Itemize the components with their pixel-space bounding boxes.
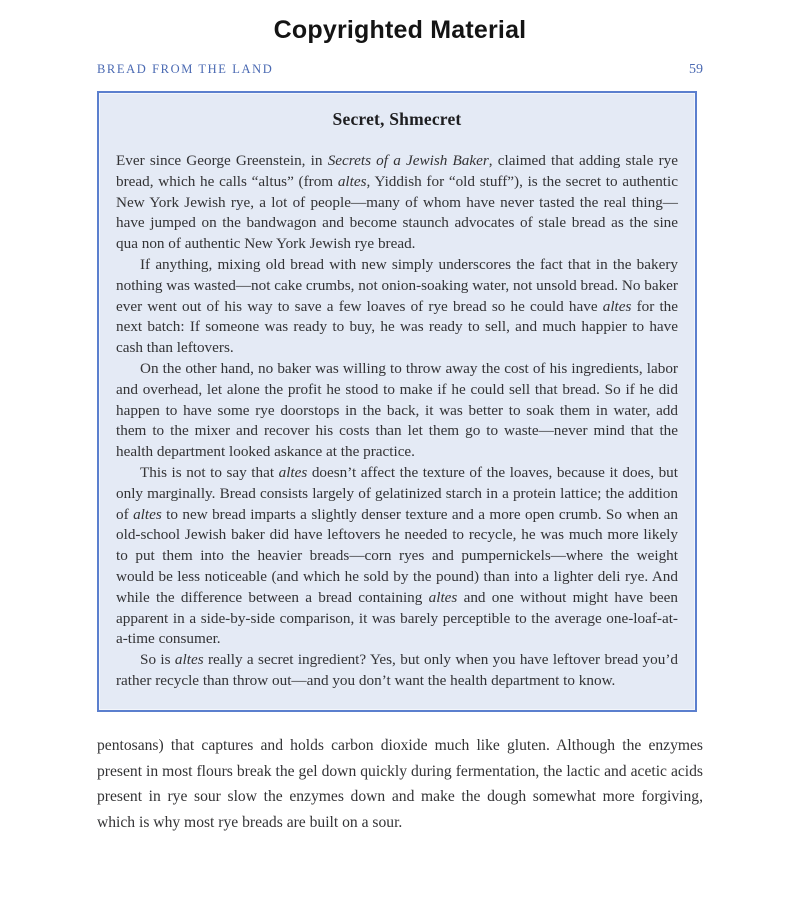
sidebar-title: Secret, Shmecret [332,109,462,129]
sidebar-paragraph: If anything, mixing old bread with new simply underscores the fact that in the bakery nothing was wasted—not cake crumbs, not onion-soaking water, not unsold bread. No baker ever went out of his way to save a few loaves of rye bread so he could have altes for the next batch: If someone was ready to buy, he was ready to sell, and much happier to have cash than leftovers. [116,255,679,357]
copyright-notice: Copyrighted Material [273,16,527,44]
page-number: 59 [689,62,703,77]
sidebar-paragraph: So is altes really a secret ingredient? Yes, but only when you have leftover bread you’d rather recycle than throw out—and you don’t want the health department to know. [116,651,678,689]
sidebar-box [97,91,697,712]
sidebar-paragraph: This is not to say that altes doesn’t affect the texture of the loaves, because it does, but only marginally. Bread consists largely of gelatinized starch in a protein lattice; the addition of altes to new bread imparts a slightly denser texture and a more open crumb. So when an old-school Jewish baker did have leftovers he needed to recycle, he was much more likely to put them into the heavier breads—corn ryes and pumpernickels—where the weight would be less noticeable (and which he sold by the pound) than into a lighter deli rye. And while the difference between a bread containing altes and one without might have been apparent in a side-by-side comparison, it was barely perceptible to the average one-loaf-at-a-time consumer. [116,463,678,648]
sidebar-paragraph: On the other hand, no baker was willing to throw away the cost of his ingredients, labor and overhead, let alone the profit he stood to make if he could sell that bread. So if he did happen to have some rye doorstops in the back, it was better to soak them in water, add them to the mixer and recover his costs than let them go to waste—never mind that the health department looked askance at the practice. [116,359,678,461]
running-header [97,62,703,78]
sidebar-paragraph: Ever since George Greenstein, in Secrets of a Jewish Baker, claimed that adding stale rye bread, which he calls “altus” (from altes, Yiddish for “old stuff”), is the secret to authentic New York Jewish rye, a lot of people—many of whom have never tasted the real thing—have jumped on the bandwagon and become staunch advocates of stale bread as the sine qua non of authentic New York Jewish rye bread. [116,152,678,253]
main-text-column [97,733,703,836]
body-paragraph: pentosans) that captures and holds carbon dioxide much like gluten. Although the enzymes present in most flours break the gel down quickly during fermentation, the lactic and acetic acids present in rye sour slow the enzymes down and make the dough somewhat more forgiving, which is why most rye breads are built on a sour. [97,736,703,832]
running-header-title: BREAD FROM THE LAND [97,62,274,76]
